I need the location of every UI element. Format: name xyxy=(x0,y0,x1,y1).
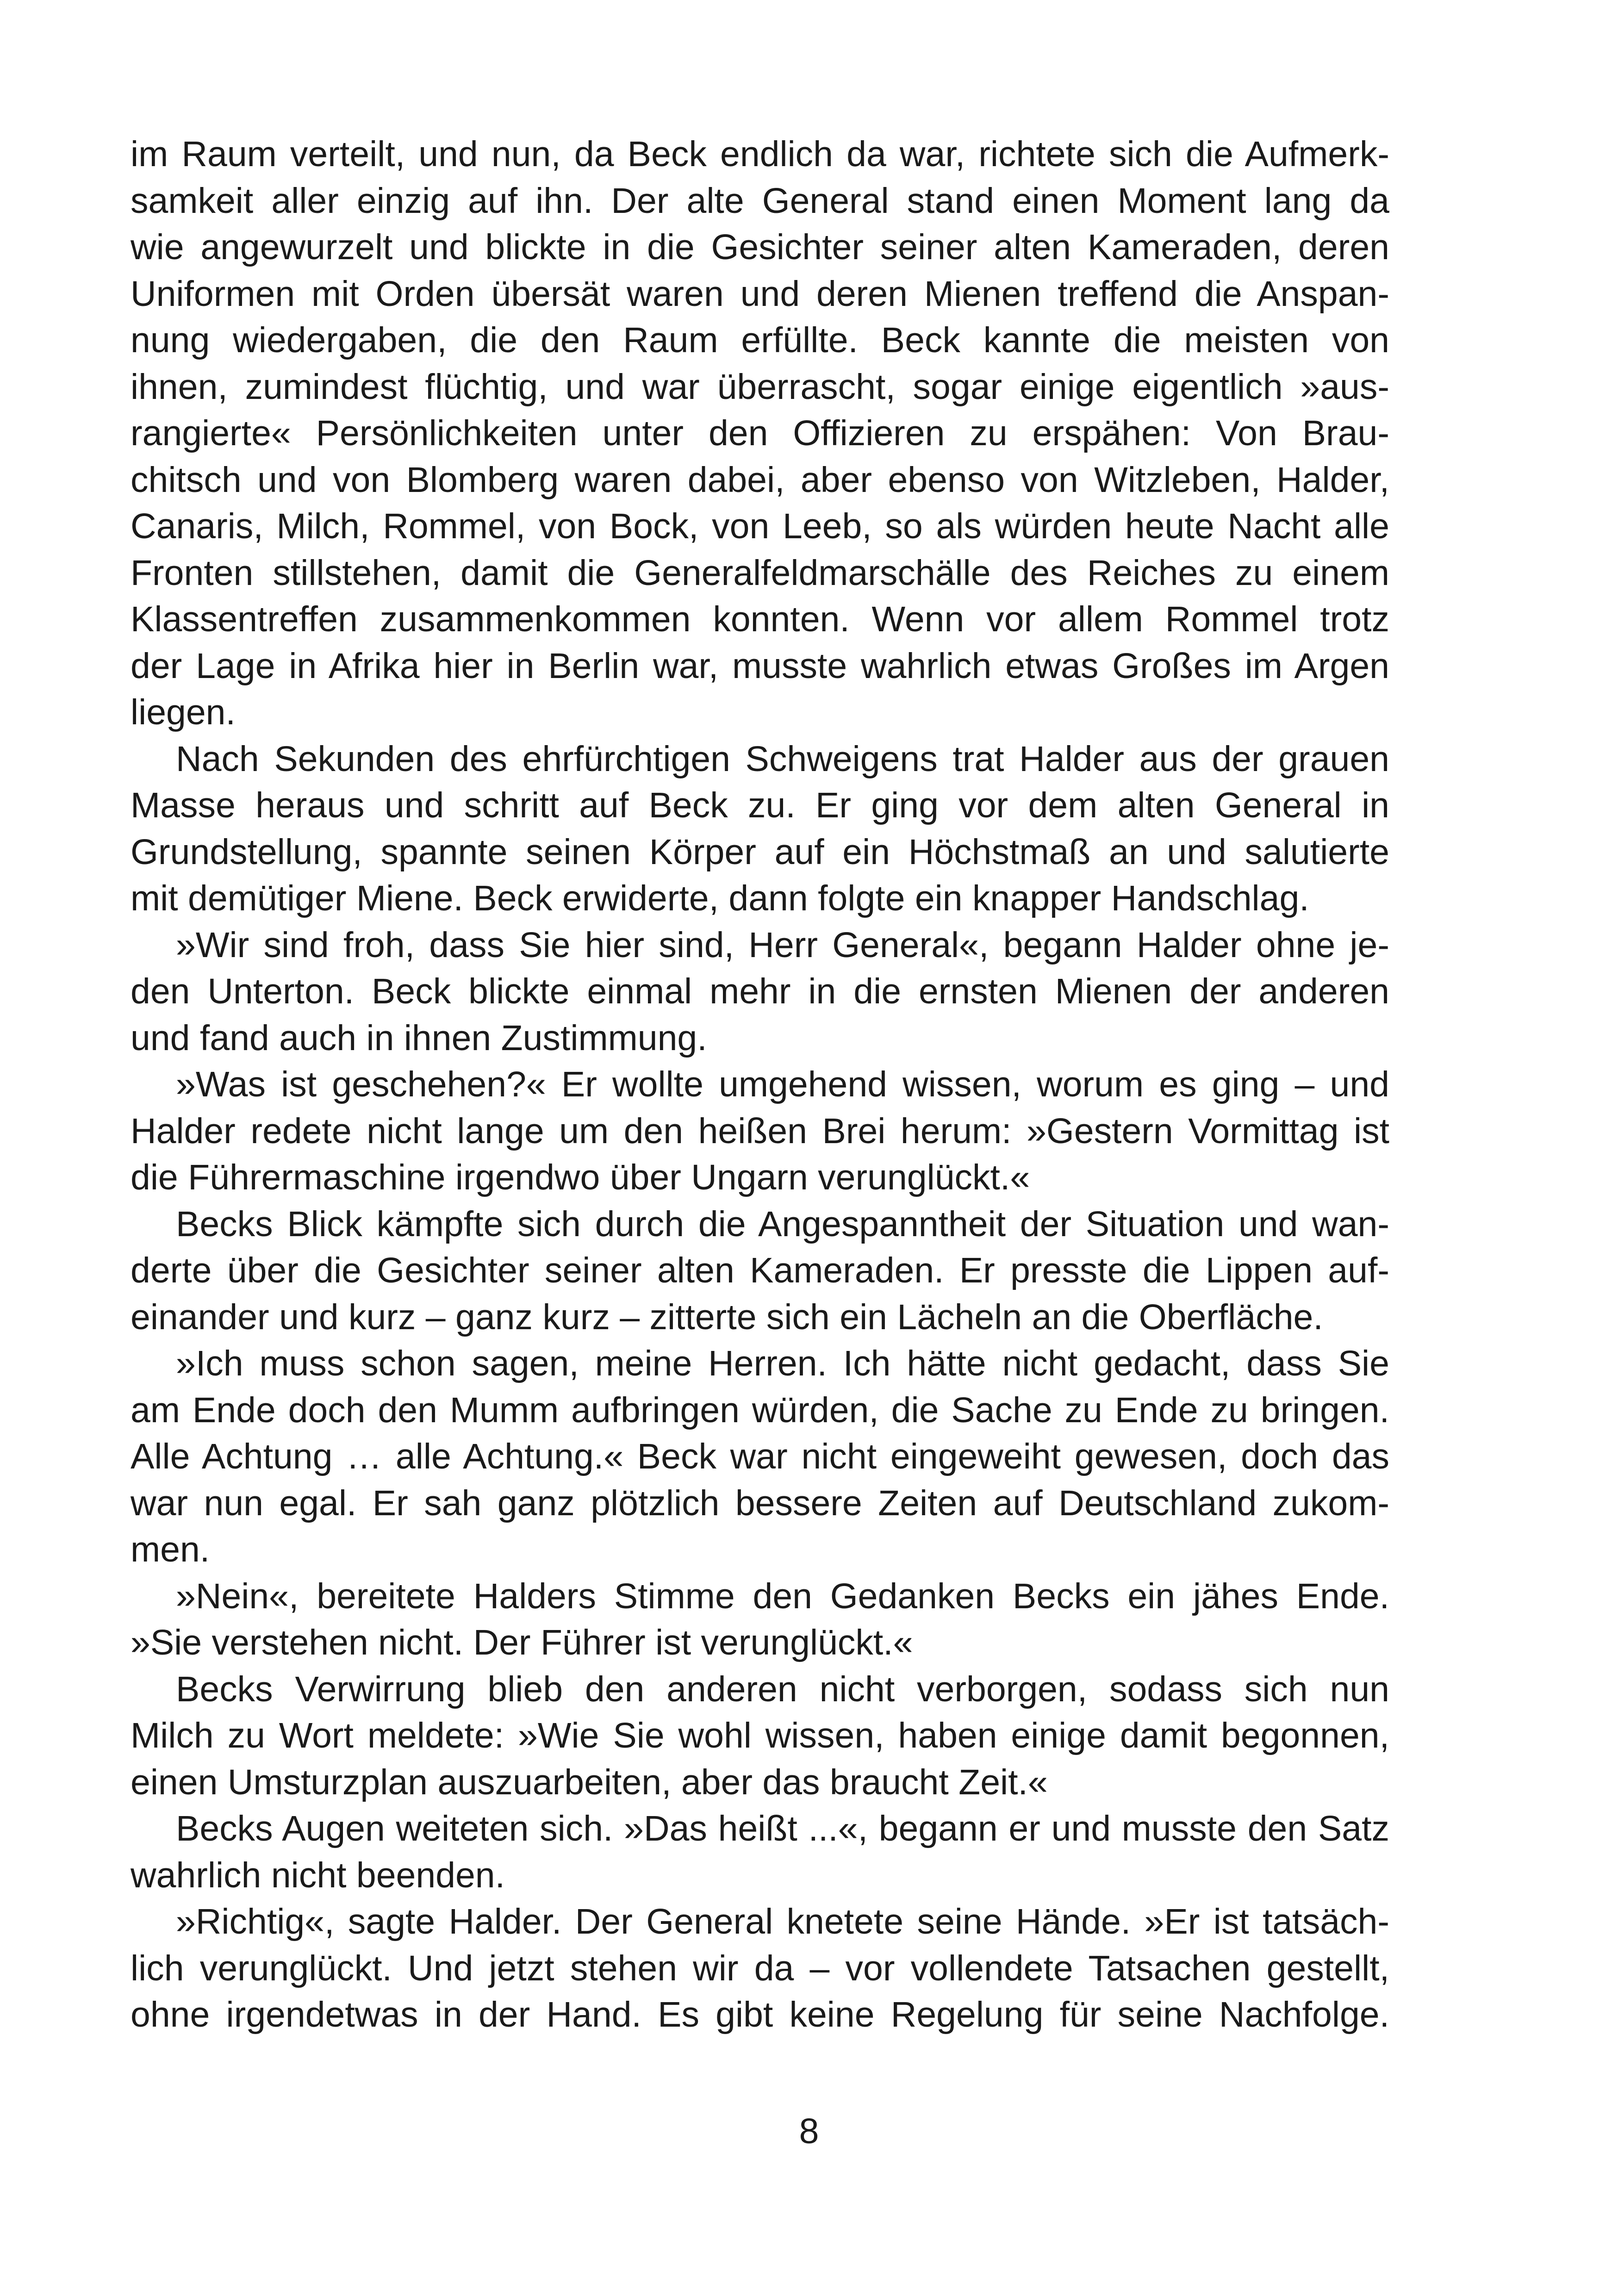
text-line: den Unterton. Beck blickte einmal mehr in die ernsten Mienen der anderen xyxy=(131,971,1389,1011)
text-line: Becks Verwirrung blieb den anderen nicht verborgen, sodass sich nun xyxy=(176,1669,1389,1709)
text-line: war nun egal. Er sah ganz plötzlich bessere Zeiten auf Deutschland zukom- xyxy=(131,1483,1389,1523)
text-line: »Ich muss schon sagen, meine Herren. Ich hätte nicht gedacht, dass Sie xyxy=(176,1344,1389,1383)
text-line: am Ende doch den Mumm aufbringen würden, die Sache zu Ende zu bringen. xyxy=(131,1390,1389,1430)
text-line: nung wiedergaben, die den Raum erfüllte. Beck kannte die meisten von xyxy=(131,320,1389,360)
text-line: Nach Sekunden des ehrfürchtigen Schweigens trat Halder aus der grauen xyxy=(176,739,1389,779)
text-line: Fronten stillstehen, damit die Generalfeldmarschälle des Reiches zu einem xyxy=(131,553,1389,593)
text-line: Grundstellung, spannte seinen Körper auf ein Höchstmaß an und salutierte xyxy=(131,832,1389,872)
text-line: »Richtig«, sagte Halder. Der General knetete seine Hände. »Er ist tatsäch- xyxy=(176,1902,1389,1941)
page-number: 8 xyxy=(799,2111,819,2151)
text-line: Masse heraus und schritt auf Beck zu. Er ging vor dem alten General in xyxy=(131,785,1389,825)
text-line: »Was ist geschehen?« Er wollte umgehend wissen, worum es ging – und xyxy=(176,1064,1389,1104)
text-line: wahrlich nicht beenden. xyxy=(131,1855,505,1895)
text-line: einen Umsturzplan auszuarbeiten, aber das braucht Zeit.« xyxy=(131,1762,1048,1802)
text-line: ohne irgendetwas in der Hand. Es gibt keine Regelung für seine Nachfolge. xyxy=(131,1995,1389,2035)
body-text xyxy=(131,131,1389,2038)
text-line: und fand auch in ihnen Zustimmung. xyxy=(131,1018,707,1058)
text-line: lich verunglückt. Und jetzt stehen wir da – vor vollendete Tatsachen gestellt, xyxy=(131,1948,1389,1988)
text-line: Klassentreffen zusammenkommen konnten. Wenn vor allem Rommel trotz xyxy=(131,599,1389,639)
text-line: Becks Blick kämpfte sich durch die Angespanntheit der Situation und wan- xyxy=(176,1204,1389,1244)
text-line: Milch zu Wort meldete: »Wie Sie wohl wissen, haben einige damit begonnen, xyxy=(131,1716,1389,1755)
text-line: Halder redete nicht lange um den heißen Brei herum: »Gestern Vormittag ist xyxy=(131,1111,1389,1151)
text-line: im Raum verteilt, und nun, da Beck endlich da war, richtete sich die Aufmerk- xyxy=(131,134,1389,174)
text-line: Canaris, Milch, Rommel, von Bock, von Leeb, so als würden heute Nacht alle xyxy=(131,506,1389,546)
text-line: liegen. xyxy=(131,692,236,732)
text-line: einander und kurz – ganz kurz – zitterte sich ein Lächeln an die Oberfläche. xyxy=(131,1297,1323,1337)
text-line: ihnen, zumindest flüchtig, und war überrascht, sogar einige eigentlich »aus- xyxy=(131,367,1389,407)
text-line: Uniformen mit Orden übersät waren und deren Mienen treffend die Anspan- xyxy=(131,274,1389,314)
text-line: die Führermaschine irgendwo über Ungarn verunglückt.« xyxy=(131,1157,1030,1197)
text-line: »Wir sind froh, dass Sie hier sind, Herr General«, begann Halder ohne je- xyxy=(176,925,1389,965)
text-line: wie angewurzelt und blickte in die Gesichter seiner alten Kameraden, deren xyxy=(131,227,1389,267)
text-line: mit demütiger Miene. Beck erwiderte, dann folgte ein knapper Handschlag. xyxy=(131,878,1309,918)
text-line: Alle Achtung … alle Achtung.« Beck war nicht eingeweiht gewesen, doch das xyxy=(131,1437,1389,1476)
text-line: rangierte« Persönlichkeiten unter den Offizieren zu erspähen: Von Brau- xyxy=(131,413,1389,453)
text-line: men. xyxy=(131,1530,210,1569)
text-line: der Lage in Afrika hier in Berlin war, musste wahrlich etwas Großes im Argen xyxy=(131,646,1389,686)
text-line: »Sie verstehen nicht. Der Führer ist verunglückt.« xyxy=(131,1623,913,1662)
text-line: samkeit aller einzig auf ihn. Der alte General stand einen Moment lang da xyxy=(131,180,1389,221)
text-line: derte über die Gesichter seiner alten Kameraden. Er presste die Lippen auf- xyxy=(131,1251,1389,1290)
text-line: »Nein«, bereitete Halders Stimme den Gedanken Becks ein jähes Ende. xyxy=(176,1576,1389,1616)
text-line: Becks Augen weiteten sich. »Das heißt ...«, begann er und musste den Satz xyxy=(176,1809,1389,1848)
text-line: chitsch und von Blomberg waren dabei, aber ebenso von Witzleben, Halder, xyxy=(131,460,1389,500)
